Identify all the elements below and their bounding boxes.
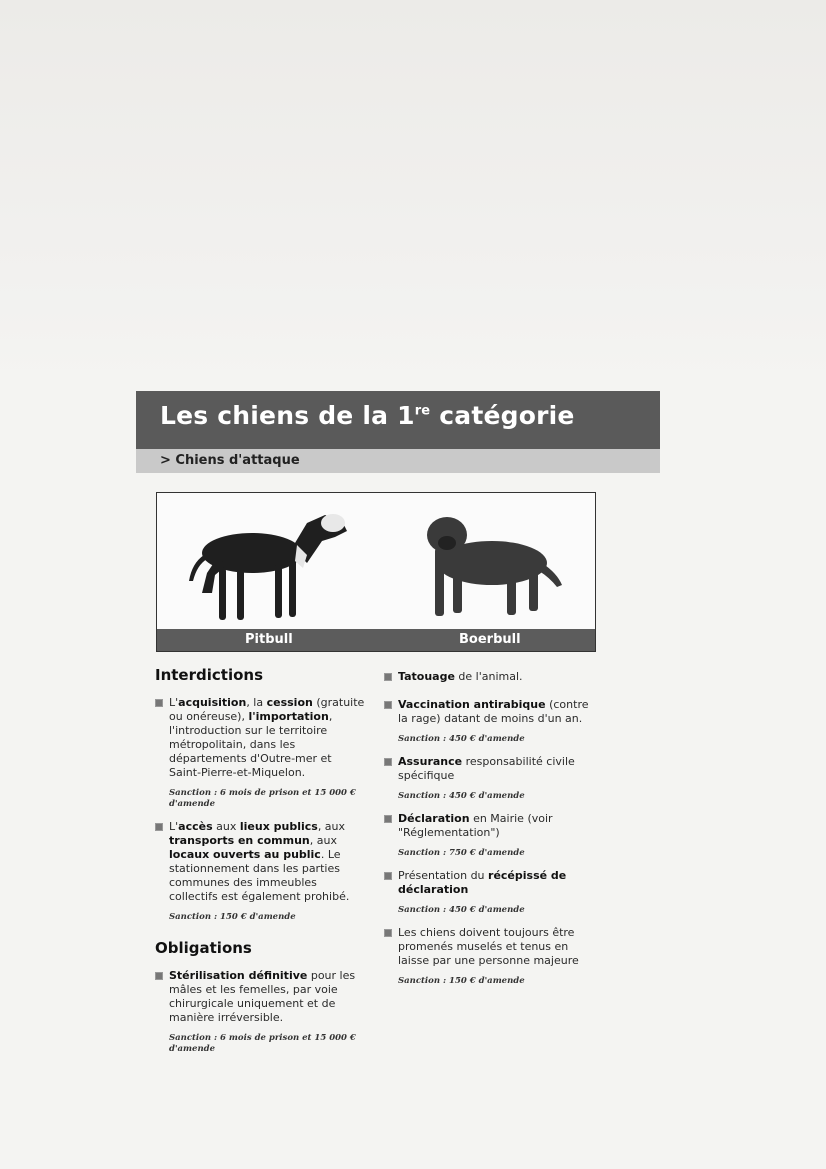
list-item: [155, 696, 367, 810]
interdictions-heading: Interdictions: [155, 666, 263, 684]
obligations-heading: Obligations: [155, 939, 252, 957]
pitbull-image: [189, 514, 347, 620]
dog-photos: [156, 492, 596, 652]
list-item: [384, 755, 594, 802]
bullet-icon: [155, 699, 163, 707]
sanction-text: Sanction : 150 € d'amende: [169, 912, 296, 922]
bullet-icon: [384, 929, 392, 937]
bullet-icon: [384, 815, 392, 823]
bullet-icon: [384, 701, 392, 709]
page-title: [160, 401, 575, 430]
item-text: Les chiens doivent toujours être promenés muselés et tenus en laisse par une personne majeure: [398, 926, 579, 967]
sanction-text: Sanction : 150 € d'amende: [398, 976, 525, 986]
item-text: Stérilisation définitive pour les mâles et les femelles, par voie chirurgicale uniquement et de manière irréversible.: [169, 969, 356, 1024]
item-text: L'acquisition, la cession (gratuite ou onéreuse), l'importation, l'introduction sur le territoire métropolitain, dans les départements d'Outre-mer et Saint-Pierre-et-Miquelon.: [169, 696, 365, 779]
dog-illustrations: [157, 493, 594, 650]
item-text: Vaccination antirabique (contre la rage) datant de moins d'un an.: [398, 698, 589, 725]
list-item: [155, 820, 367, 923]
bullet-icon: [384, 758, 392, 766]
photo-caption-bar: [157, 629, 595, 651]
sanction-text: Sanction : 6 mois de prison et 15 000 € d'amende: [169, 788, 356, 809]
sanction-text: Sanction : 450 € d'amende: [398, 734, 525, 744]
item-text: Assurance responsabilité civile spécifique: [398, 755, 575, 782]
boerbull-caption: Boerbull: [459, 632, 521, 647]
list-item: [384, 670, 594, 684]
item-text: Déclaration en Mairie (voir "Réglementation"): [398, 812, 553, 839]
item-text: Tatouage de l'animal.: [398, 670, 523, 683]
title-text: Les chiens de la 1: [160, 401, 415, 430]
item-text: Présentation du récépissé de déclaration: [398, 869, 567, 896]
list-item: [384, 869, 594, 916]
title-banner: [136, 391, 660, 449]
list-item: [155, 969, 367, 1055]
list-item: [384, 698, 594, 745]
title-superscript: re: [414, 403, 431, 419]
right-column: [384, 670, 594, 997]
scan-background: [0, 0, 826, 390]
pitbull-caption: Pitbull: [245, 632, 293, 647]
page-subtitle: > Chiens d'attaque: [160, 453, 300, 468]
bullet-icon: [155, 972, 163, 980]
bullet-icon: [384, 872, 392, 880]
sanction-text: Sanction : 6 mois de prison et 15 000 € d'amende: [169, 1033, 356, 1054]
list-item: [384, 812, 594, 859]
sanction-text: Sanction : 450 € d'amende: [398, 905, 525, 915]
left-column: [155, 668, 367, 1065]
bullet-icon: [155, 823, 163, 831]
boerbull-image: [427, 517, 562, 616]
subtitle-banner: [136, 449, 660, 473]
title-text-end: catégorie: [430, 401, 575, 430]
sanction-text: Sanction : 750 € d'amende: [398, 848, 525, 858]
bullet-icon: [384, 673, 392, 681]
sanction-text: Sanction : 450 € d'amende: [398, 791, 525, 801]
item-text: L'accès aux lieux publics, aux transports en commun, aux locaux ouverts au public. Le stationnement dans les parties communes des immeubles collectifs est également prohibé.: [169, 820, 350, 903]
list-item: [384, 926, 594, 987]
